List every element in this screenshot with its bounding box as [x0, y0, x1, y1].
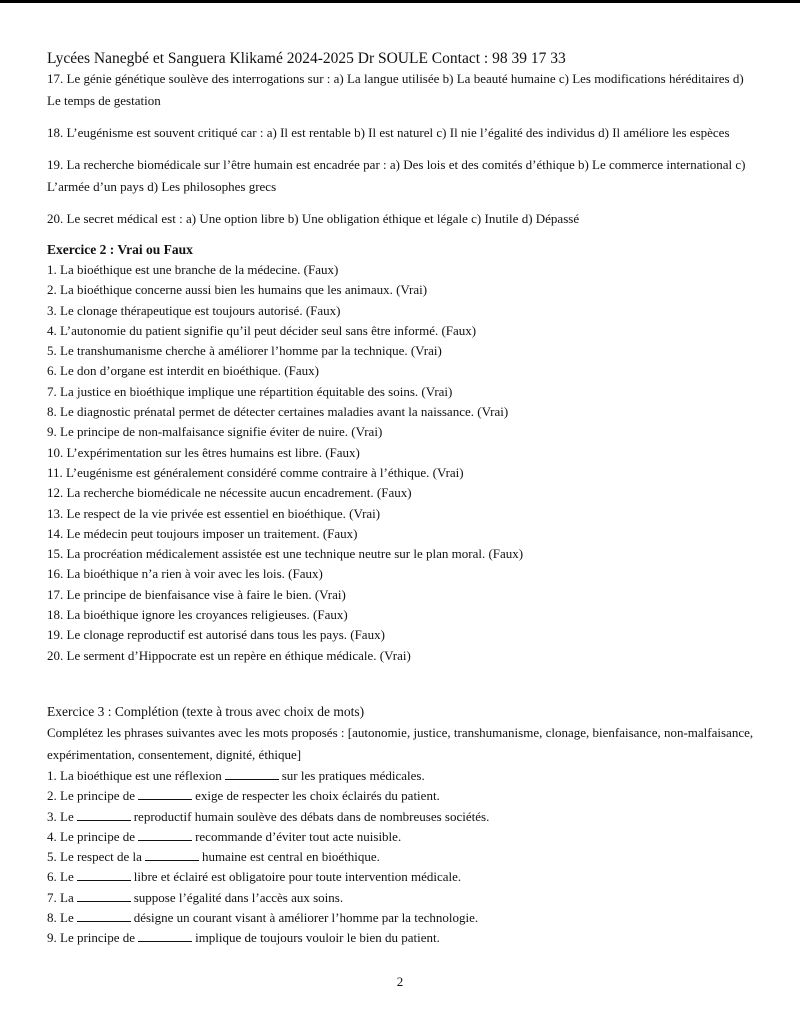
exercise-3-title: Exercice 3 : Complétion (texte à trous avec choix de mots) — [47, 703, 365, 719]
list-item: 20. Le serment d’Hippocrate est un repère en éthique médicale. (Vrai) — [47, 647, 411, 663]
fill-in-item: 8. Le désigne un courant visant à améliorer l’homme par la technologie. — [47, 910, 479, 926]
blank-line — [138, 829, 192, 841]
fill-in-item: 1. La bioéthique est une réflexion sur les pratiques médicales. — [47, 767, 425, 783]
blank-line — [138, 930, 192, 942]
mcq-questions — [47, 68, 757, 230]
list-item: 10. L’expérimentation sur les êtres humains est libre. (Faux) — [47, 444, 360, 460]
list-item: 8. Le diagnostic prénatal permet de détecter certaines maladies avant la naissance. (Vrai) — [47, 404, 509, 420]
list-item: 7. La justice en bioéthique implique une répartition équitable des soins. (Vrai) — [47, 383, 453, 399]
list-item: 19. Le clonage reproductif est autorisé dans tous les pays. (Faux) — [47, 627, 385, 643]
blank-line — [77, 910, 131, 922]
list-item: 17. Le principe de bienfaisance vise à faire le bien. (Vrai) — [47, 586, 346, 602]
fill-in-item: 7. La suppose l’égalité dans l’accès aux soins. — [47, 889, 344, 905]
list-item: 13. Le respect de la vie privée est essentiel en bioéthique. (Vrai) — [47, 505, 381, 521]
list-item: 3. Le clonage thérapeutique est toujours autorisé. (Faux) — [47, 302, 341, 318]
list-item: 2. La bioéthique concerne aussi bien les humains que les animaux. (Vrai) — [47, 282, 428, 298]
blank-line — [77, 890, 131, 902]
top-border-rule — [0, 0, 800, 3]
question-17: 17. Le génie génétique soulève des interrogations sur : a) La langue utilisée b) La beauté humaine c) Les modifications héréditaires d) Le temps de gestation — [47, 71, 744, 108]
document-page — [47, 50, 757, 949]
question-20: 20. Le secret médical est : a) Une option libre b) Une obligation éthique et légale c) Inutile d) Dépassé — [47, 211, 580, 226]
blank-line — [77, 869, 131, 881]
list-item: 1. La bioéthique est une branche de la médecine. (Faux) — [47, 262, 339, 277]
fill-in-item: 5. Le respect de la humaine est central en bioéthique. — [47, 849, 380, 865]
exercise-2-list — [47, 260, 757, 666]
blank-line — [77, 809, 131, 821]
list-item: 4. L’autonomie du patient signifie qu’il peut décider seul sans être informé. (Faux) — [47, 322, 477, 338]
list-item: 11. L’eugénisme est généralement considéré comme contraire à l’éthique. (Vrai) — [47, 464, 464, 480]
list-item: 6. Le don d’organe est interdit en bioéthique. (Faux) — [47, 363, 319, 379]
exercise-3-list — [47, 766, 757, 949]
list-item: 12. La recherche biomédicale ne nécessite aucun encadrement. (Faux) — [47, 485, 412, 501]
list-item: 5. Le transhumanisme cherche à améliorer l’homme par la technique. (Vrai) — [47, 343, 442, 359]
list-item: 14. Le médecin peut toujours imposer un traitement. (Faux) — [47, 525, 358, 541]
blank-line — [225, 768, 279, 780]
list-item: 16. La bioéthique n’a rien à voir avec les lois. (Faux) — [47, 566, 323, 582]
blank-line — [138, 788, 192, 800]
blank-line — [145, 849, 199, 861]
exercise-3-instructions: Complétez les phrases suivantes avec les mots proposés : [autonomie, justice, transhumanisme, clonage, bienfaisance, non-malfaisance, expérimentation, consentement, dignité, éthique] — [47, 724, 754, 762]
question-18: 18. L’eugénisme est souvent critiqué car : a) Il est rentable b) Il est naturel c) Il nie l’égalité des individus d) Il améliore les espèces — [47, 125, 730, 140]
fill-in-item: 6. Le libre et éclairé est obligatoire pour toute intervention médicale. — [47, 869, 462, 885]
page-number: 2 — [396, 974, 404, 989]
question-19: 19. La recherche biomédicale sur l’être humain est encadrée par : a) Des lois et des comités d’éthique b) Le commerce international c) L’armée d’un pays d) Les philosophes grecs — [47, 157, 746, 194]
exercise-2-title: Exercice 2 : Vrai ou Faux — [47, 242, 193, 257]
fill-in-item: 2. Le principe de exige de respecter les choix éclairés du patient. — [47, 788, 440, 804]
document-header: Lycées Nanegbé et Sanguera Klikamé 2024-2025 Dr SOULE Contact : 98 39 17 33 — [47, 50, 566, 67]
fill-in-item: 4. Le principe de recommande d’éviter tout acte nuisible. — [47, 828, 402, 844]
fill-in-item: 3. Le reproductif humain soulève des débats dans de nombreuses sociétés. — [47, 808, 490, 824]
list-item: 18. La bioéthique ignore les croyances religieuses. (Faux) — [47, 607, 348, 623]
list-item: 15. La procréation médicalement assistée est une technique neutre sur le plan moral. (Faux) — [47, 546, 524, 562]
fill-in-item: 9. Le principe de implique de toujours vouloir le bien du patient. — [47, 930, 440, 946]
list-item: 9. Le principe de non-malfaisance signifie éviter de nuire. (Vrai) — [47, 424, 383, 440]
